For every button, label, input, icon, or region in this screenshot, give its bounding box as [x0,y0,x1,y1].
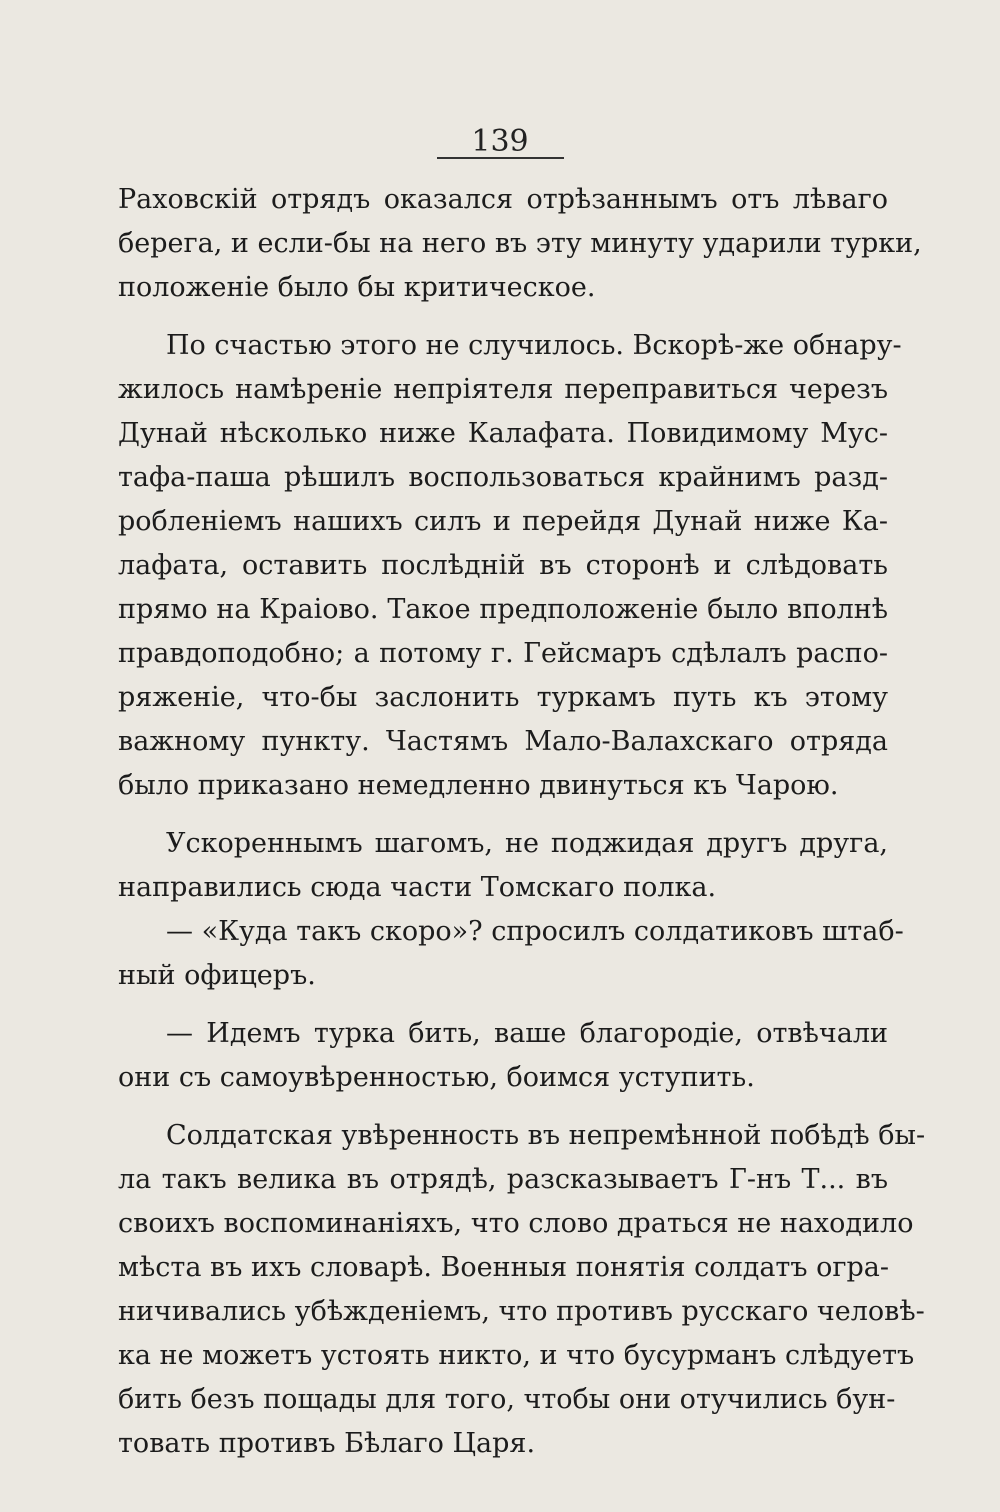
text-line: направились сюда части Томскаго полка. [118,872,717,903]
text-line: своихъ воспоминаніяхъ, что слово драться не находило [118,1208,914,1239]
text-line: Дунай нѣсколько ниже Калафата. Повидимому Мус- [118,418,888,449]
paragraph [118,1114,926,1466]
text-line: правдоподобно; а потому г. Гейсмаръ сдѣлалъ распо- [118,638,888,669]
text-line: — «Куда такъ скоро»? спросилъ солдатиковъ штаб- [166,916,904,947]
text-line: прямо на Краіово. Такое предположеніе было вполнѣ [118,594,888,625]
text-line: Ускореннымъ шагомъ, не поджидая другъ друга, [166,828,888,859]
text-line: бить безъ пощады для того, чтобы они отучились бун- [118,1384,896,1415]
text-line: товать противъ Бѣлаго Царя. [118,1428,536,1459]
paragraph [118,822,888,910]
text-line: берега, и если-бы на него въ эту минуту ударили турки, [118,228,922,259]
text-line: ный офицеръ. [118,960,316,991]
text-line: положеніе было бы критическое. [118,272,596,303]
text-line: тафа-паша рѣшилъ воспользоваться крайнимъ разд- [118,462,888,493]
text-line: лафата, оставить послѣдній въ сторонѣ и слѣдовать [118,550,888,581]
text-line: По счастью этого не случилось. Вскорѣ-же обнару- [166,330,902,361]
text-line: мѣста въ ихъ словарѣ. Военныя понятія солдатъ огра- [118,1252,890,1283]
paragraph [118,324,902,808]
paragraph [118,1012,888,1100]
text-line: — Идемъ турка бить, ваше благородіе, отвѣчали [166,1018,888,1049]
text-line: робленіемъ нашихъ силъ и перейдя Дунай ниже Ка- [118,506,888,537]
paragraph [118,910,904,998]
text-line: важному пункту. Частямъ Мало-Валахскаго отряда [118,726,888,757]
body-text [118,178,926,1466]
text-line: Раховскій отрядъ оказался отрѣзаннымъ отъ лѣваго [118,184,888,215]
text-line: ла такъ велика въ отрядѣ, разсказываетъ Г-нъ Т... въ [118,1164,888,1195]
paragraph [118,178,922,310]
text-line: они съ самоувѣренностью, боимся уступить. [118,1062,755,1093]
page-number: 139 [471,124,529,159]
text-line: ка не можетъ устоять никто, и что бусурманъ слѣдуетъ [118,1340,915,1371]
text-line: ряженіе, что-бы заслонить туркамъ путь къ этому [118,682,888,713]
text-line: было приказано немедленно двинуться къ Чарою. [118,770,839,801]
text-line: жилось намѣреніе непріятеля переправиться черезъ [118,374,888,405]
text-line: ничивались убѣжденіемъ, что противъ русскаго человѣ- [118,1296,925,1327]
header-rule [437,157,564,159]
text-line: Солдатская увѣренность въ непремѣнной побѣдѣ бы- [166,1120,926,1151]
